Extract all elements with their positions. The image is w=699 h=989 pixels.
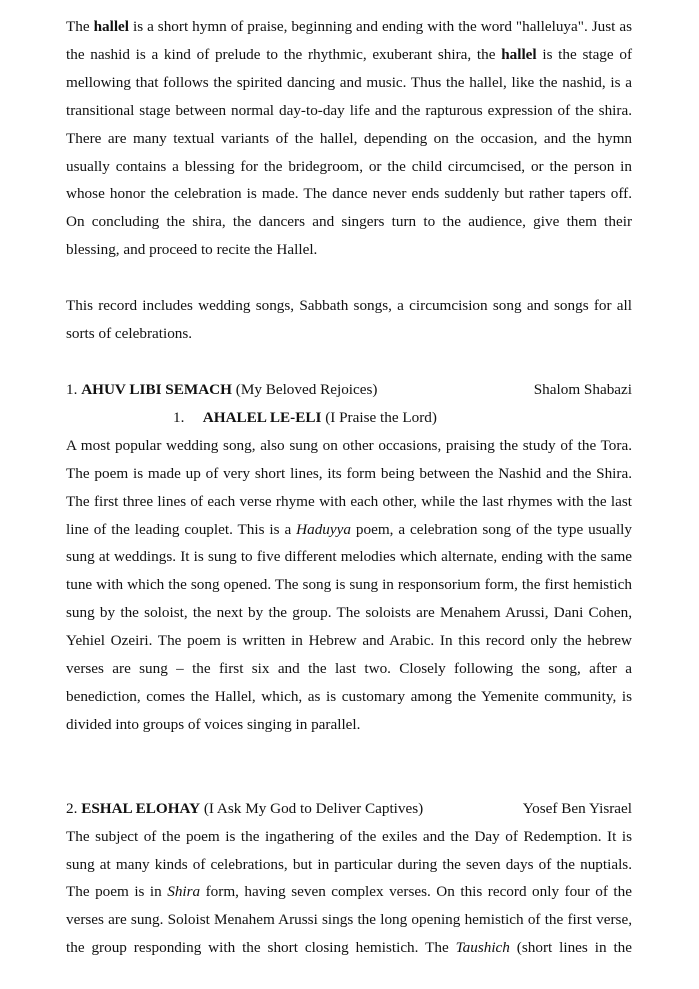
song1-sub-translation: (I Praise the Lord): [325, 408, 437, 426]
song1-number: 1.: [66, 380, 78, 398]
song2-description: [66, 823, 632, 963]
text-run: form, having seven complex verses. On this record only four of the verses are sung. Soloist Menahem Arussi sings the long opening hemistich of the first verse, the group responding with the short closing hemistich. The: [66, 883, 632, 957]
paragraph-spacer: [66, 348, 632, 376]
song1-translation: (My Beloved Rejoices): [235, 380, 378, 398]
song1-title-line: [66, 376, 377, 404]
intro-paragraph-record: This record includes wedding songs, Sabbath songs, a circumcision song and songs for all sorts of celebrations.: [66, 297, 632, 343]
song1-heading: [66, 376, 632, 404]
song1-author: Shalom Shabazi: [533, 380, 632, 398]
paragraph-spacer: [66, 264, 632, 292]
song1-sub-title: AHALEL LE-ELI: [202, 408, 322, 426]
song1-sub-number: 1.: [173, 408, 185, 426]
song2-heading: [66, 795, 632, 823]
song1-title: AHUV LIBI SEMACH: [81, 380, 232, 398]
document-page: [66, 13, 632, 962]
text-run: poem, a celebration song of the type usually sung at weddings. It is sung to five different melodies which alternate, ending with the same tune with which the song opened. The song is sung in responsorium form, the first hemistich sung by the soloist, the next by the group. The soloists are Menahem Arussi, Dani Cohen, Yehiel Ozeiri. The poem is written in Hebrew and Arabic. In this record only the hebrew verses are sung – the first six and the last two. Closely following the song, after a benediction, comes the Hallel, which, as is customary among the Yemenite community, is divided into groups of voices singing in parallel.: [66, 520, 632, 733]
italic-term: Taushich: [455, 939, 510, 957]
text-run: (short lines in the: [509, 939, 633, 957]
section-spacer: [66, 739, 632, 795]
song1-description: [66, 432, 632, 739]
bold-term: hallel: [501, 45, 537, 63]
intro-paragraph-hallel: [66, 13, 632, 264]
italic-term: Shira: [167, 883, 201, 901]
text-run: is the stage of mellowing that follows the spirited dancing and music. Thus the hallel, like the nashid, is a transitional stage between normal day-to-day life and the rapturous expression of the shira. There are many textual variants of the hallel, depending on the occasion, and the hymn usually contains a blessing for the bridegroom, or the child circumcised, or the person in whose honor the celebration is made. The dance never ends suddenly but rather tapers off. On concluding the shira, the dancers and singers turn to the audience, give them their blessing, and proceed to recite the Hallel.: [66, 45, 633, 259]
text-run: The subject of the poem is the ingathering of the exiles and the Day of Redemption. It is sung at many kinds of celebrations, but in particular during the seven days of the nuptials. The poem is in: [66, 827, 632, 901]
song2-number: 2.: [66, 799, 78, 817]
song2-translation: (I Ask My God to Deliver Captives): [203, 799, 424, 817]
italic-term: Haduyya: [296, 520, 351, 538]
text-run: is a short hymn of praise, beginning and ending with the word "halleluya". Just as the nashid is a kind of prelude to the rhythmic, exuberant shira, the: [66, 18, 632, 63]
text-run: The: [66, 18, 94, 35]
song2-title: ESHAL ELOHAY: [81, 799, 201, 817]
song2-author: Yosef Ben Yisrael: [522, 799, 632, 817]
text-run: A most popular wedding song, also sung on other occasions, praising the study of the Tora. The poem is made up of very short lines, its form being between the Nashid and the Shira. The first three lines of each verse rhyme with each other, while the last rhymes with the last line of the leading couplet. This is a: [66, 436, 632, 538]
song2-title-line: [66, 795, 423, 823]
song1-subheading: [66, 404, 632, 432]
bold-term: hallel: [93, 18, 130, 35]
